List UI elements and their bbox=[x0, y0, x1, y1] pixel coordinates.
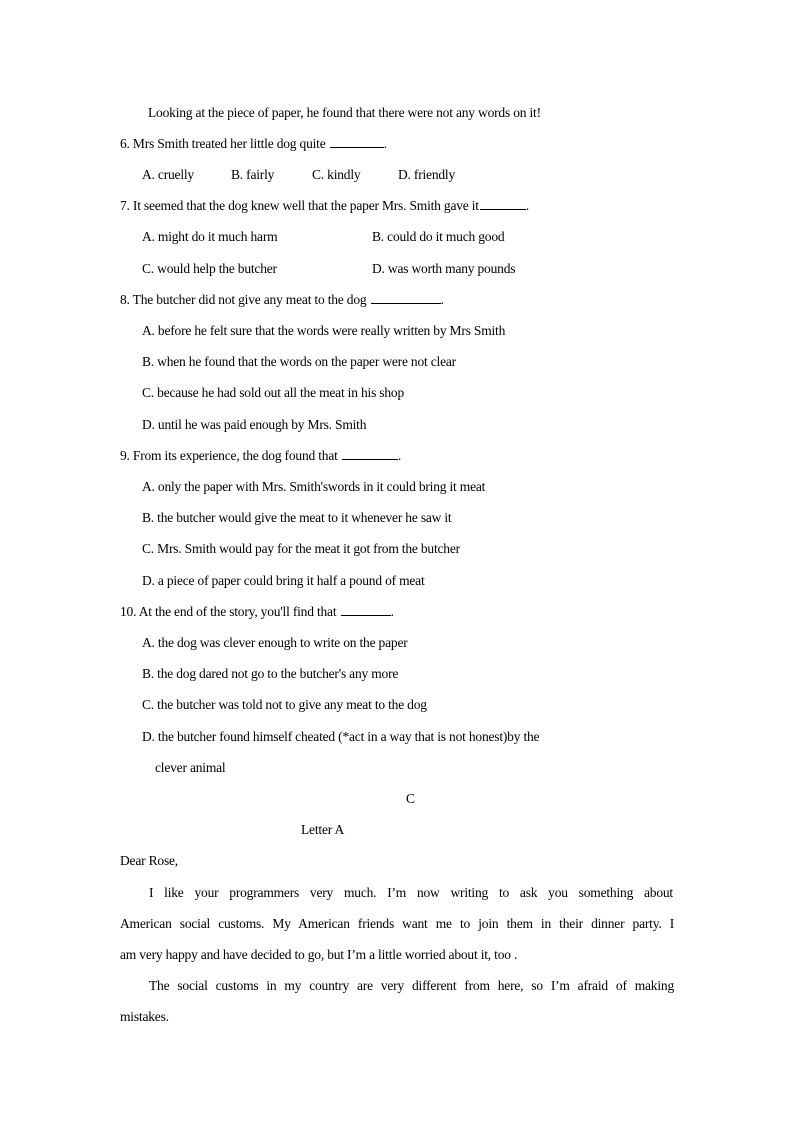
question-9-option-c: C. Mrs. Smith would pay for the meat it got from the butcher bbox=[142, 541, 460, 556]
letter-paragraph-1-line-2: American social customs. My American friends want me to join them in their dinner party. I bbox=[120, 916, 674, 931]
question-7-option-a: A. might do it much harm bbox=[142, 229, 278, 244]
section-label: C bbox=[406, 791, 415, 806]
story-closing-line: Looking at the piece of paper, he found that there were not any words on it! bbox=[148, 105, 541, 120]
question-8-option-b: B. when he found that the words on the paper were not clear bbox=[142, 354, 456, 369]
letter-paragraph-1-line-1: I like your programmers very much. I’m now writing to ask you something about bbox=[149, 885, 673, 900]
question-9: 9. From its experience, the dog found that . bbox=[120, 448, 402, 463]
question-6-stem: 6. Mrs Smith treated her little dog quite bbox=[120, 136, 326, 151]
question-8-stem: 8. The butcher did not give any meat to the dog bbox=[120, 292, 367, 307]
question-6-option-c: C. kindly bbox=[312, 167, 361, 182]
question-8-option-c: C. because he had sold out all the meat in his shop bbox=[142, 385, 404, 400]
letter-title: Letter A bbox=[301, 822, 345, 837]
question-10-option-a: A. the dog was clever enough to write on the paper bbox=[142, 635, 408, 650]
question-6: 6. Mrs Smith treated her little dog quite . bbox=[120, 136, 387, 151]
letter-paragraph-2-line-2: mistakes. bbox=[120, 1009, 169, 1024]
question-8: 8. The butcher did not give any meat to the dog . bbox=[120, 292, 444, 307]
letter-paragraph-2-line-1: The social customs in my country are very different from here, so I’m afraid of making bbox=[149, 978, 674, 993]
answer-blank bbox=[342, 447, 398, 460]
question-9-option-a: A. only the paper with Mrs. Smith'swords in it could bring it meat bbox=[142, 479, 486, 494]
question-9-option-b: B. the butcher would give the meat to it whenever he saw it bbox=[142, 510, 452, 525]
question-9-option-d: D. a piece of paper could bring it half a pound of meat bbox=[142, 573, 425, 588]
question-10-stem: 10. At the end of the story, you'll find that bbox=[120, 604, 337, 619]
question-8-option-d: D. until he was paid enough by Mrs. Smith bbox=[142, 417, 367, 432]
question-7-option-c: C. would help the butcher bbox=[142, 261, 277, 276]
question-6-option-a: A. cruelly bbox=[142, 167, 194, 182]
answer-blank bbox=[480, 197, 526, 210]
letter-paragraph-1-line-3: am very happy and have decided to go, but I’m a little worried about it, too . bbox=[120, 947, 518, 962]
letter-salutation: Dear Rose, bbox=[120, 853, 178, 868]
answer-blank bbox=[341, 603, 391, 616]
question-8-option-a: A. before he felt sure that the words were really written by Mrs Smith bbox=[142, 323, 506, 338]
question-10-option-b: B. the dog dared not go to the butcher's any more bbox=[142, 666, 399, 681]
question-7-stem: 7. It seemed that the dog knew well that the paper Mrs. Smith gave it bbox=[120, 198, 479, 213]
question-10-option-c: C. the butcher was told not to give any meat to the dog bbox=[142, 697, 427, 712]
question-10-option-d-continued: clever animal bbox=[155, 760, 226, 775]
question-10-option-d: D. the butcher found himself cheated (*act in a way that is not honest)by the bbox=[142, 729, 540, 744]
question-10: 10. At the end of the story, you'll find that . bbox=[120, 604, 394, 619]
question-7-option-d: D. was worth many pounds bbox=[372, 261, 516, 276]
question-9-stem: 9. From its experience, the dog found that bbox=[120, 448, 338, 463]
question-7: 7. It seemed that the dog knew well that the paper Mrs. Smith gave it . bbox=[120, 198, 530, 213]
question-6-option-d: D. friendly bbox=[398, 167, 456, 182]
question-7-option-b: B. could do it much good bbox=[372, 229, 505, 244]
answer-blank bbox=[371, 291, 441, 304]
answer-blank bbox=[330, 135, 384, 148]
question-6-option-b: B. fairly bbox=[231, 167, 275, 182]
